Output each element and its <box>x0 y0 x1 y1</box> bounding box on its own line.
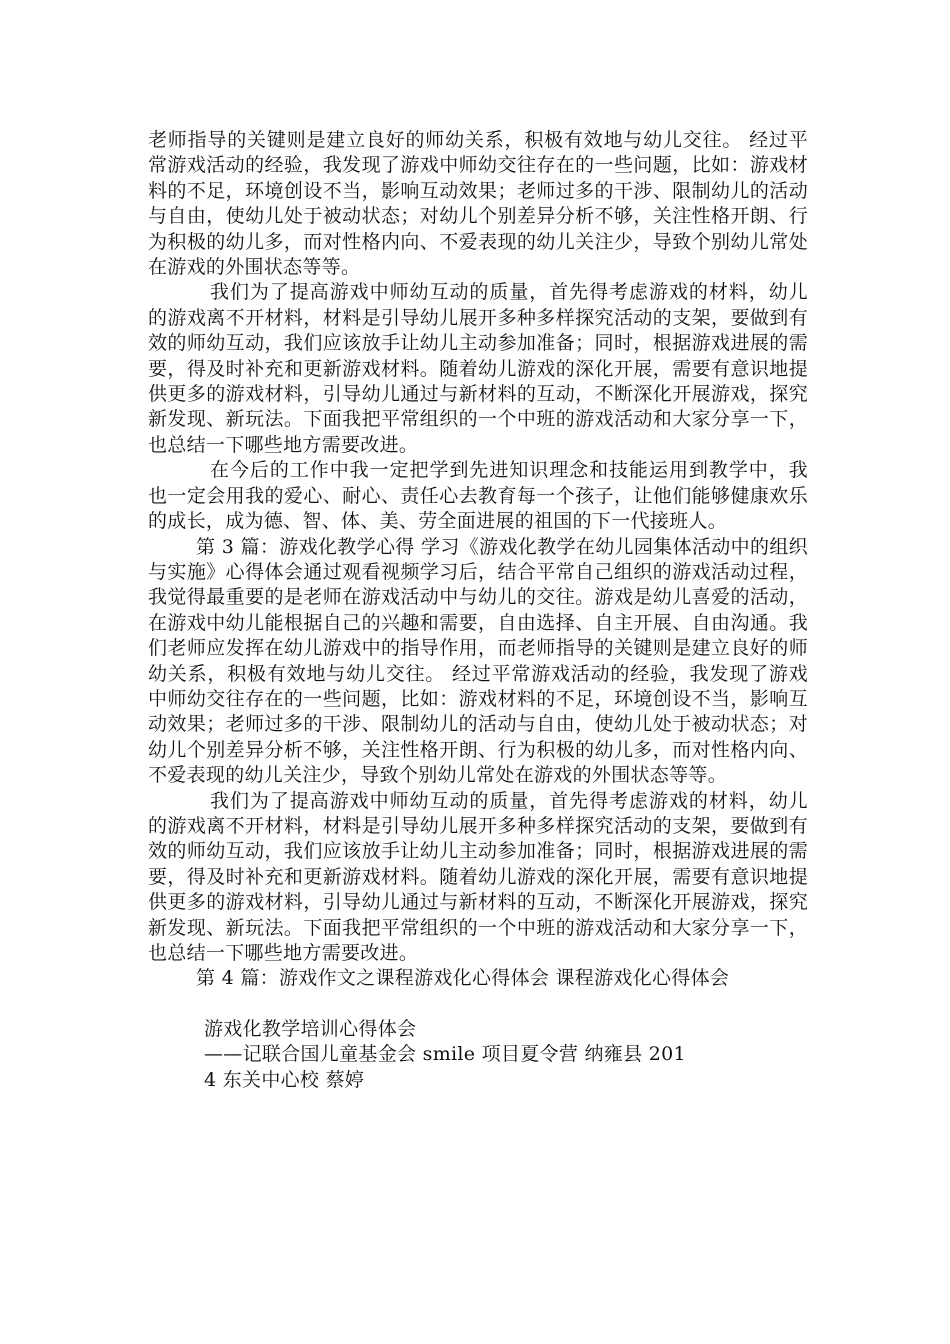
paragraph-5: 我们为了提高游戏中师幼互动的质量，首先得考虑游戏的材料，幼儿的游戏离不开材料，材料是引导幼儿展开多种多样探究活动的支架，要做到有效的师幼互动，我们应该放手让幼儿主动参加准备；同时，根据游戏进展的需要，得及时补充和更新游戏材料。随着幼儿游戏的深化开展，需要有意识地提供更多的游戏材料，引导幼儿通过与新材料的互动，不断深化开展游戏，探究新发现、新玩法。下面我把平常组织的一个中班的游戏活动和大家分享一下，也总结一下哪些地方需要改进。 <box>148 789 808 964</box>
block-title-line: 游戏化教学培训心得体会 <box>204 1017 417 1040</box>
block-subtitle-line-2: 4 东关中心校 蔡婷 <box>204 1068 365 1091</box>
block-subtitle-line-1: ——记联合国儿童基金会 smile 项目夏令营 纳雍县 201 <box>204 1043 686 1066</box>
paragraph-4-chapter-3: 第 3 篇：游戏化教学心得 学习《游戏化教学在幼儿园集体活动中的组织与实施》心得体会通过观看视频学习后，结合平常自己组织的游戏活动过程，我觉得最重要的是老师在游戏活动中与幼儿的交往。游戏是幼儿喜爱的活动，在游戏中幼儿能根据自己的兴趣和需要，自由选择、自主开展、自由沟通。我们老师应发挥在幼儿游戏中的指导作用，而老师指导的关键则是建立良好的师幼关系，积极有效地与幼儿交往。 经过平常游戏活动的经验，我发现了游戏中师幼交往存在的一些问题，比如：游戏材料的不足，环境创设不当，影响互动效果；老师过多的干涉、限制幼儿的活动与自由，使幼儿处于被动状态；对幼儿个别差异分析不够，关注性格开朗、行为积极的幼儿多，而对性格内向、不爱表现的幼儿关注少，导致个别幼儿常处在游戏的外围状态等等。 <box>148 535 808 787</box>
paragraph-6-chapter-4: 第 4 篇：游戏作文之课程游戏化心得体会 课程游戏化心得体会 <box>196 967 730 990</box>
paragraph-2: 我们为了提高游戏中师幼互动的质量，首先得考虑游戏的材料，幼儿的游戏离不开材料，材料是引导幼儿展开多种多样探究活动的支架，要做到有效的师幼互动，我们应该放手让幼儿主动参加准备；同时，根据游戏进展的需要，得及时补充和更新游戏材料。随着幼儿游戏的深化开展，需要有意识地提供更多的游戏材料，引导幼儿通过与新材料的互动，不断深化开展游戏，探究新发现、新玩法。下面我把平常组织的一个中班的游戏活动和大家分享一下，也总结一下哪些地方需要改进。 <box>148 281 808 456</box>
document-body <box>148 128 808 1093</box>
paragraph-3: 在今后的工作中我一定把学到先进知识理念和技能运用到教学中，我也一定会用我的爱心、耐心、责任心去教育每一个孩子，让他们能够健康欢乐的成长，成为德、智、体、美、劳全面进展的祖国的下一代接班人。 <box>148 459 808 533</box>
blank-line <box>148 992 808 1017</box>
paragraph-1: 老师指导的关键则是建立良好的师幼关系，积极有效地与幼儿交往。 经过平常游戏活动的经验，我发现了游戏中师幼交往存在的一些问题，比如：游戏材料的不足，环境创设不当，影响互动效果；老师过多的干涉、限制幼儿的活动与自由，使幼儿处于被动状态；对幼儿个别差异分析不够，关注性格开朗、行为积极的幼儿多，而对性格内向、不爱表现的幼儿关注少，导致个别幼儿常处在游戏的外围状态等等。 <box>148 129 808 279</box>
